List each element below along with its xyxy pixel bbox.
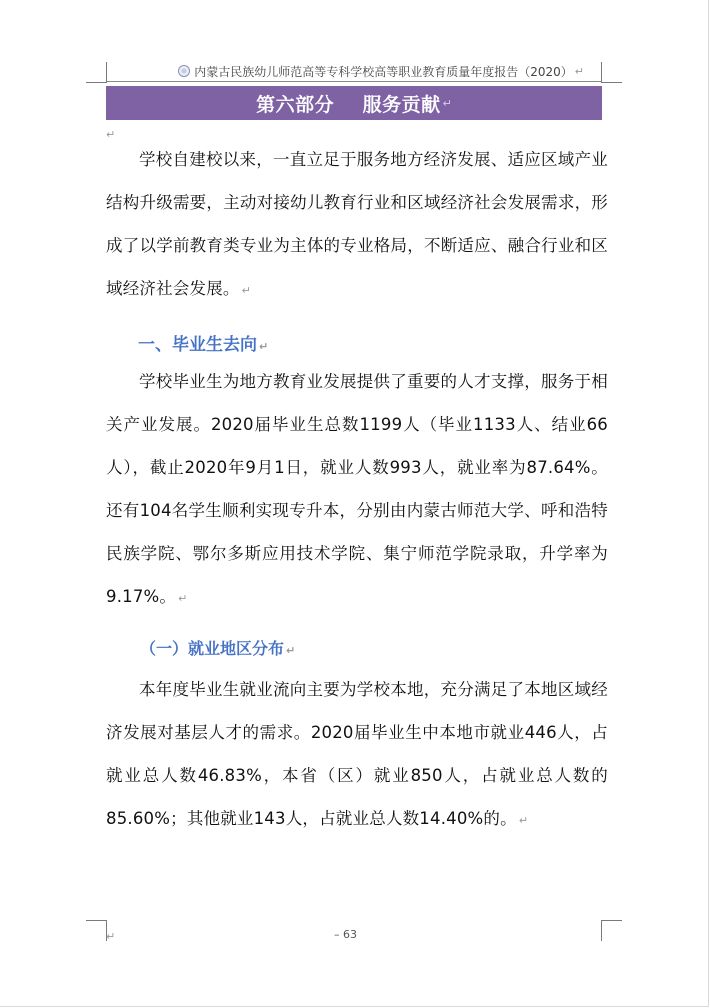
employment-region-paragraph [106, 668, 608, 842]
paragraph-mark: ↵ [518, 814, 529, 827]
paragraph-mark: ↵ [106, 128, 116, 141]
graduates-text: 学校毕业生为地方教育业发展提供了重要的人才支撑，服务于相关产业发展。2020届毕业生总数1199人（毕业1133人、结业66人），截止2020年9月1日，就业人数993人，就业率为87.64%。还有104名学生顺利实现专升本，分别由内蒙古师范大学、呼和浩特民族学院、鄂尔多斯应用技术学院、集宁师范学院录取，升学率为9.17%。 [106, 372, 608, 606]
crop-mark-bottom-left [86, 920, 107, 941]
crop-mark-top-left [86, 62, 107, 83]
school-emblem-icon [178, 65, 190, 77]
paragraph-mark: ↵ [259, 340, 269, 353]
paragraph-mark: ↵ [442, 96, 452, 110]
crop-mark-bottom-right [601, 920, 622, 941]
crop-mark-top-right [601, 62, 622, 83]
page-number: – 63 [334, 928, 357, 941]
section-heading-text: 一、毕业生去向 [138, 335, 257, 355]
section-heading [138, 330, 268, 355]
paragraph-mark: ↵ [241, 284, 252, 297]
employment-region-text: 本年度毕业生就业流向主要为学校本地，充分满足了本地区域经济发展对基层人才的需求。2020届毕业生中本地市就业446人，占就业总人数46.83%，本省（区）就业850人，占就业总人数的85.60%；其他就业143人，占就业总人数14.40%的。 [106, 680, 608, 828]
subsection-heading [140, 636, 295, 659]
header-text: 内蒙古民族幼儿师范高等专科学校高等职业教育质量年度报告（2020） [194, 64, 573, 79]
paragraph-mark: ↵ [286, 644, 296, 657]
graduates-paragraph [106, 360, 608, 620]
intro-text: 学校自建校以来，一直立足于服务地方经济发展、适应区域产业结构升级需要，主动对接幼儿教育行业和区域经济社会发展需求，形成了以学前教育类专业为主体的专业格局，不断适应、融合行业和区域经济社会发展。 [106, 150, 608, 298]
paragraph-mark: ↵ [106, 930, 116, 943]
chapter-banner [106, 86, 602, 120]
paragraph-mark: ↵ [574, 64, 584, 78]
header-rule [106, 81, 602, 82]
page-header [106, 62, 584, 80]
intro-paragraph [106, 138, 608, 312]
paragraph-mark: ↵ [178, 592, 188, 605]
chapter-title: 第六部分 服务贡献 [256, 93, 441, 116]
subsection-heading-text: （一）就业地区分布 [140, 639, 285, 658]
